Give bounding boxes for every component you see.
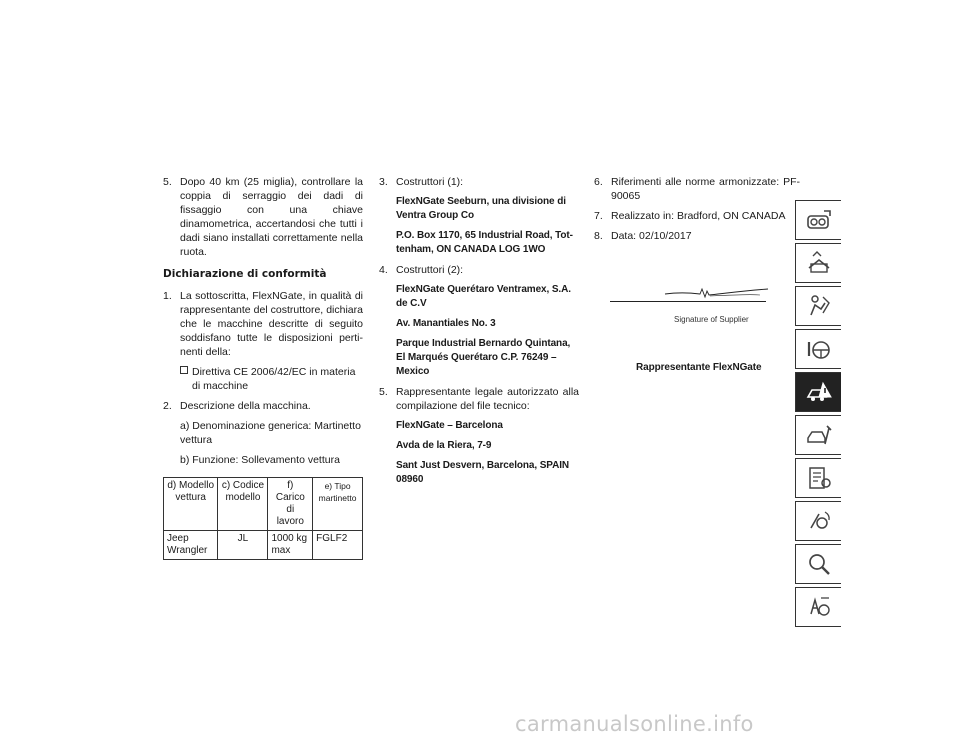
- item-number: 4.: [379, 264, 388, 276]
- tab-multimedia[interactable]: [795, 501, 841, 541]
- tab-driving[interactable]: [795, 329, 841, 369]
- safety-icon: [805, 293, 833, 319]
- tab-index[interactable]: [795, 544, 841, 584]
- tab-languages[interactable]: [795, 587, 841, 627]
- tab-maintenance[interactable]: [795, 415, 841, 455]
- manufacturer-2-address: Parque Industrial Bernardo Quintana, El Marqués Querétaro C.P. 76249 – Mexico: [396, 338, 571, 377]
- item-number: 2.: [163, 400, 172, 412]
- cell-code: JL: [218, 531, 268, 560]
- chapter-tabs: [795, 200, 841, 630]
- list-item-4: [379, 263, 579, 277]
- column-3: [594, 175, 800, 249]
- header-model: d) Modello vettura: [164, 478, 218, 531]
- item-number: 3.: [379, 176, 388, 188]
- directive-checkbox-line: [163, 365, 363, 393]
- list-item-1: [163, 289, 363, 359]
- header-jack-type: e) Tipo martinetto: [313, 478, 363, 531]
- header-load: f) Carico di lavoro: [268, 478, 313, 531]
- tab-emergency[interactable]: [795, 372, 841, 412]
- manufacturer-2-street: Av. Manantiales No. 3: [396, 318, 496, 329]
- list-item-7: [594, 209, 800, 223]
- directive-text: Direttiva CE 2006/42/EC in materia di macchine: [192, 366, 356, 392]
- languages-icon: [805, 594, 833, 620]
- machine-generic-name: a) Denominazione generica: Martinetto vettura: [180, 420, 361, 446]
- list-item-2: [163, 399, 363, 413]
- list-item-5: [163, 175, 363, 259]
- item-text: Riferimenti alle norme armonizzate: PF-90065: [611, 176, 800, 202]
- machine-function: b) Funzione: Sollevamento vettura: [180, 454, 340, 466]
- tab-dashboard[interactable]: [795, 200, 841, 240]
- column-2: [379, 175, 579, 493]
- spec-table: [163, 477, 363, 560]
- item-text: Costruttori (2):: [396, 264, 464, 276]
- item-text: Dopo 40 km (25 miglia), controllare la coppia di serraggio dei dadi di fissaggio con una chiave dinamometrica, accertandosi che tutti i dadi siano installati correttamente nella ruota.: [180, 176, 363, 258]
- dashboard-icon: [805, 207, 833, 233]
- table-row: [164, 531, 363, 560]
- tab-specifications[interactable]: [795, 458, 841, 498]
- item-text: Realizzato in: Bradford, ON CANADA: [611, 210, 786, 222]
- section-heading: Dichiarazione di conformità: [163, 268, 327, 280]
- header-code: c) Codice modello: [218, 478, 268, 531]
- item-number: 8.: [594, 230, 603, 242]
- list-item-8: [594, 229, 800, 243]
- item-number: 1.: [163, 290, 172, 302]
- item-text: Descrizione della macchina.: [180, 400, 311, 412]
- checkbox-square-icon: [180, 366, 188, 374]
- maintenance-icon: [805, 422, 833, 448]
- manufacturer-1-name: FlexNGate Seeburn, una divisione di Ventra Group Co: [396, 196, 566, 221]
- steering-wheel-icon: [805, 336, 833, 362]
- table-header-row: [164, 478, 363, 531]
- cell-jack-type: FGLF2: [313, 531, 363, 560]
- tab-warning-messages[interactable]: [795, 243, 841, 283]
- list-item-5b: [379, 385, 579, 413]
- legal-rep-name: FlexNGate – Barcelona: [396, 420, 503, 431]
- item-text: Rappresentante legale autorizzato alla compilazione del file tecnico:: [396, 386, 579, 412]
- multimedia-icon: [805, 508, 833, 534]
- item-text: Data: 02/10/2017: [611, 230, 692, 242]
- representative-label: Rappresentante FlexNGate: [636, 362, 762, 373]
- legal-rep-city: Sant Just Desvern, Barcelona, SPAIN 08960: [396, 460, 570, 485]
- column-1: [163, 175, 363, 560]
- item-number: 6.: [594, 176, 603, 188]
- emergency-icon: [805, 379, 833, 405]
- warning-message-icon: [805, 250, 833, 276]
- item-text: Costruttori (1):: [396, 176, 464, 188]
- cell-load: 1000 kg max: [268, 531, 313, 560]
- manufacturer-1-address: P.O. Box 1170, 65 Industrial Road, Tottenham, ON CANADA LOG 1WO: [396, 230, 574, 255]
- item-text: La sottoscritta, FlexNGate, in qualità di rappresentante del costruttore, dichiara che le macchine descritte di seguito soddisfano tutte le disposizioni pertinenti della:: [180, 290, 363, 358]
- specifications-icon: [805, 465, 833, 491]
- item-number: 5.: [163, 176, 172, 188]
- index-search-icon: [805, 551, 833, 577]
- item-number: 5.: [379, 386, 388, 398]
- manufacturer-2-name: FlexNGate Querétaro Ventramex, S.A. de C.V: [396, 284, 571, 309]
- tab-safety[interactable]: [795, 286, 841, 326]
- signature-caption: Signature of Supplier: [674, 315, 749, 324]
- legal-rep-street: Avda de la Riera, 7-9: [396, 440, 492, 451]
- list-item-3: [379, 175, 579, 189]
- signature-line: [610, 301, 766, 302]
- signature-scribble-icon: [610, 283, 770, 303]
- list-item-6: [594, 175, 800, 203]
- cell-model: Jeep Wrangler: [164, 531, 218, 560]
- watermark: carmanualsonline.info: [515, 712, 754, 736]
- item-number: 7.: [594, 210, 603, 222]
